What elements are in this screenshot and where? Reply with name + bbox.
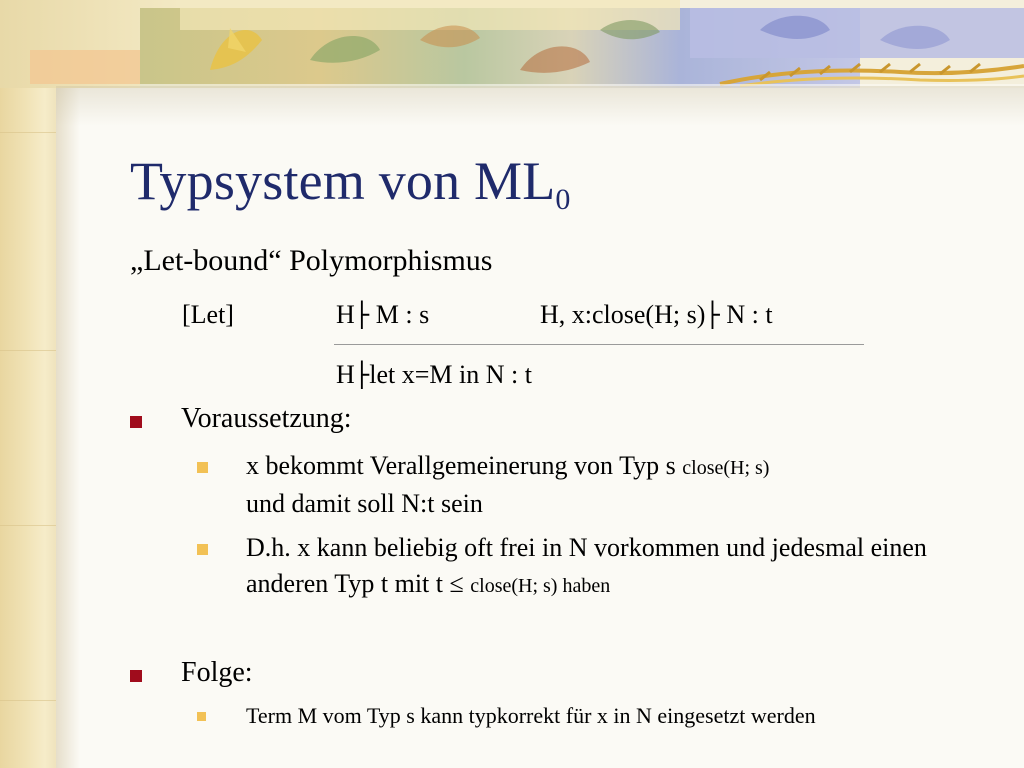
sub-bullet-text xyxy=(246,448,976,522)
turnstile-symbol: ├ xyxy=(354,361,370,389)
sub-bullet-main: D.h. x kann beliebig oft frei in N vorkommen und jedesmal einen anderen Typ t mit t ≤ xyxy=(246,533,927,598)
premise-2-judgement: N : t xyxy=(719,300,773,329)
slide-title xyxy=(130,150,571,217)
premise-1-context: H xyxy=(336,300,355,329)
sub-bullet-main: x bekommt Verallgemeinerung von Typ s xyxy=(246,451,683,480)
parchment-left-strip xyxy=(0,0,56,768)
sub-bullet-square-icon xyxy=(197,712,206,721)
premise-1-judgement: M : s xyxy=(369,300,430,329)
bullet-square-icon xyxy=(130,670,142,682)
slide-title-subscript: 0 xyxy=(555,183,571,216)
rule-premise-2 xyxy=(540,300,773,330)
sub-bullet-continuation: und damit soll N:t sein xyxy=(246,489,483,518)
bullet-folge: Folge: xyxy=(181,657,253,688)
turnstile-symbol: ├ xyxy=(705,301,720,329)
banner-shadow xyxy=(56,86,1024,126)
slide-subtitle: „Let-bound“ Polymorphismus xyxy=(130,244,493,277)
rule-premise-1 xyxy=(336,300,429,330)
sub-bullet-small: close(H; s) xyxy=(682,457,770,479)
turnstile-symbol: ├ xyxy=(354,301,370,329)
sub-bullet-text xyxy=(246,530,976,604)
rule-conclusion xyxy=(336,360,532,390)
premise-2-context: H, x:close(H; s) xyxy=(540,300,706,329)
inference-line xyxy=(334,344,864,345)
bullet-square-icon xyxy=(130,416,142,428)
sub-bullet-small: close(H; s) haben xyxy=(470,575,611,597)
conclusion-judgement: let x=M in N : t xyxy=(369,360,532,389)
decorative-leaf-banner xyxy=(0,0,1024,88)
rule-label: [Let] xyxy=(182,300,234,329)
sub-bullet-square-icon xyxy=(197,544,208,555)
sub-bullet-text: Term M vom Typ s kann typkorrekt für x in N eingesetzt werden xyxy=(246,703,816,728)
bullet-voraussetzung: Voraussetzung: xyxy=(181,403,352,434)
sub-bullet-square-icon xyxy=(197,462,208,473)
slide-title-text: Typsystem von ML xyxy=(130,151,556,211)
conclusion-context: H xyxy=(336,360,355,389)
